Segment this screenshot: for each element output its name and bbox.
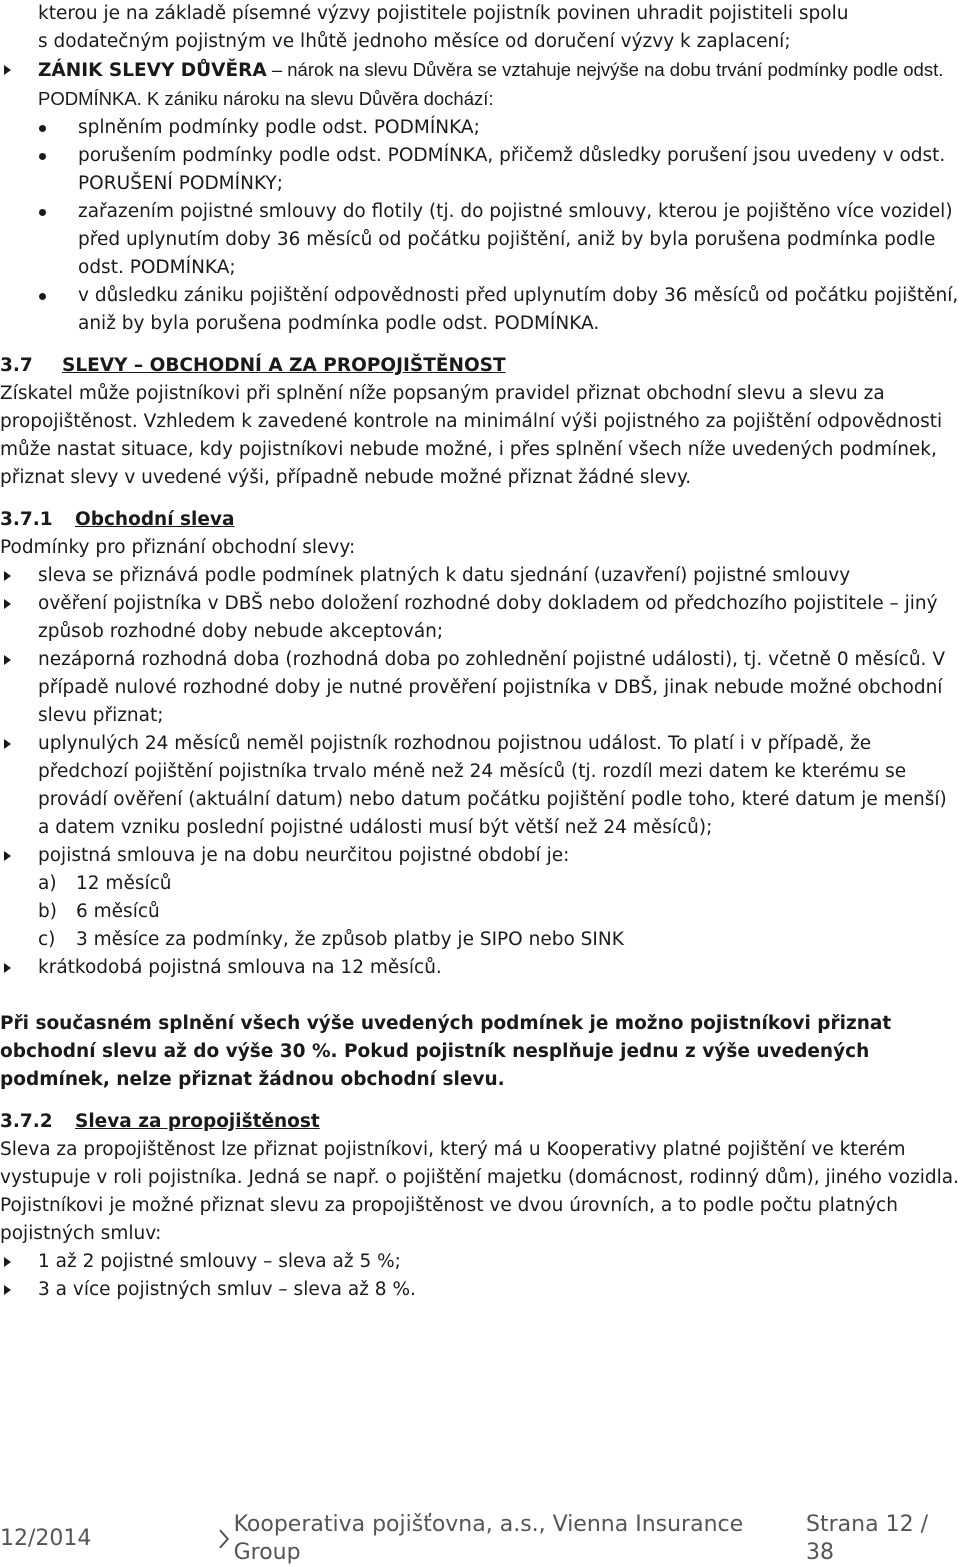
chevron-right-icon (218, 1527, 230, 1551)
section-title: SLEVY – OBCHODNÍ A ZA PROPOJIŠTĚNOST (62, 355, 506, 376)
section-title: Sleva za propojištěnost (75, 1111, 320, 1132)
zanik-bullet: v důsledku zániku pojištění odpovědnosti před uplynutím doby 36 měsíců od počátku pojištění, aniž by byla porušena podmínka podle odst. PODMÍNKA. (0, 282, 960, 338)
zanik-text: – nárok na slevu Důvěra se vztahuje nejvýše na dobu trvání podmínky podle odst. PODMÍNKA. K zániku nároku na slevu Důvěra dochází: (38, 59, 944, 109)
arrow-bullet-icon (4, 65, 11, 75)
condition-item: sleva se přiznává podle podmínek platných k datu sjednání (uzavření) pojistné smlouvy (0, 562, 960, 590)
arrow-bullet-icon (4, 571, 11, 581)
bullet-icon (39, 125, 46, 132)
arrow-bullet-icon (4, 739, 11, 749)
page-footer (0, 1512, 960, 1565)
bullet-icon (39, 209, 46, 216)
zanik-item (0, 56, 960, 114)
discount-level-item: 3 a více pojistných smluv – sleva až 8 %. (0, 1276, 960, 1304)
period-option: a) 12 měsíců (38, 873, 172, 894)
footer-company (218, 1511, 806, 1567)
section-title: Obchodní sleva (75, 509, 235, 530)
condition-item: pojistná smlouva je na dobu neurčitou pojistné období je: (0, 842, 960, 870)
section-number: 3.7.1 (0, 509, 53, 530)
period-option: b) 6 měsíců (38, 901, 160, 922)
section-paragraph: Pojistníkovi je možné přiznat slevu za propojištěnost ve dvou úrovních, a to podle počtu platných pojistných smluv: (0, 1195, 898, 1244)
intro-line: s dodatečným pojistným ve lhůtě jednoho měsíce od doručení výzvy k zaplacení; (38, 31, 791, 52)
condition-item: uplynulých 24 měsíců neměl pojistník rozhodnou pojistnou událost. To platí i v případě, že předchozí pojištění pojistníka trvalo méně než 24 měsíců (tj. rozdíl mezi datem ke kterému se provádí ověření (aktuální datum) nebo datum počátku pojištění podle toho, které datum je menší) a datem vzniku poslední pojistné události musí být větší než 24 měsíců); (0, 730, 960, 842)
section-heading-3-7-1 (0, 506, 960, 534)
arrow-bullet-icon (4, 655, 11, 665)
footer-page-number: Strana 12 / 38 (806, 1512, 928, 1565)
discount-level-item: 1 až 2 pojistné smlouvy – sleva až 5 %; (0, 1248, 960, 1276)
bullet-icon (39, 293, 46, 300)
section-paragraph: Sleva za propojištěnost lze přiznat pojistníkovi, který má u Kooperativy platné pojištění ve kterém vystupuje v roli pojistníka. Jedná se např. o pojištění majetku (domácnost, rodinný dům), jiného vozidla. (0, 1139, 960, 1188)
section-number: 3.7 (0, 355, 33, 376)
arrow-bullet-icon (4, 963, 11, 973)
condition-item: nezáporná rozhodná doba (rozhodná doba po zohlednění pojistné události), tj. včetně 0 měsíců. V případě nulové rozhodné doby je nutné prověření pojistníka v DBŠ, jinak nebude možné obchodní slevu přiznat; (0, 646, 960, 730)
condition-item: ověření pojistníka v DBŠ nebo doložení rozhodné doby dokladem od předchozího pojistitele – jiný způsob rozhodné doby nebude akceptován; (0, 590, 960, 646)
arrow-bullet-icon (4, 1257, 11, 1267)
period-option: c) 3 měsíce za podmínky, že způsob platby je SIPO nebo SINK (38, 929, 624, 950)
arrow-bullet-icon (4, 1285, 11, 1295)
intro-line: kterou je na základě písemné výzvy pojistitele pojistník povinen uhradit pojistiteli spolu (38, 3, 849, 24)
zanik-bullet: splněním podmínky podle odst. PODMÍNKA; (0, 114, 960, 142)
section-number: 3.7.2 (0, 1111, 53, 1132)
footer-company-name: Kooperativa pojišťovna, a.s., Vienna Insurance Group (233, 1512, 744, 1565)
section-paragraph: Získatel může pojistníkovi při splnění níže popsaným pravidel přiznat obchodní slevu a slevu za propojištěnost. Vzhledem k zavedené kontrole na minimální výši pojistného za pojištění odpovědnosti může nastat situace, kdy pojistníkovi nebude možné, i přes splnění všech níže uvedených podmínek, přiznat slevy v uvedené výši, případně nebude možné přiznat žádné slevy. (0, 383, 943, 488)
section-heading-3-7 (0, 352, 960, 380)
zanik-lead: ZÁNIK SLEVY DŮVĚRA (38, 60, 267, 81)
condition-item: krátkodobá pojistná smlouva na 12 měsíců. (0, 954, 960, 982)
zanik-bullet: porušením podmínky podle odst. PODMÍNKA, přičemž důsledky porušení jsou uvedeny v odst. PORUŠENÍ PODMÍNKY; (0, 142, 960, 198)
arrow-bullet-icon (4, 599, 11, 609)
bullet-icon (39, 153, 46, 160)
arrow-bullet-icon (4, 851, 11, 861)
zanik-bullet: zařazením pojistné smlouvy do flotily (tj. do pojistné smlouvy, kterou je pojištěno více vozidel) před uplynutím doby 36 měsíců od počátku pojištění, aniž by byla porušena podmínka podle odst. PODMÍNKA; (0, 198, 960, 282)
bold-note: Při současném splnění všech výše uvedených podmínek je možno pojistníkovi přiznat obchodní slevu až do výše 30 %. Pokud pojistník nesplňuje jednu z výše uvedených podmínek, nelze přiznat žádnou obchodní slevu. (0, 1013, 892, 1090)
conditions-lead: Podmínky pro přiznání obchodní slevy: (0, 537, 356, 558)
footer-date: 12/2014 (0, 1526, 92, 1551)
section-heading-3-7-2 (0, 1108, 960, 1136)
